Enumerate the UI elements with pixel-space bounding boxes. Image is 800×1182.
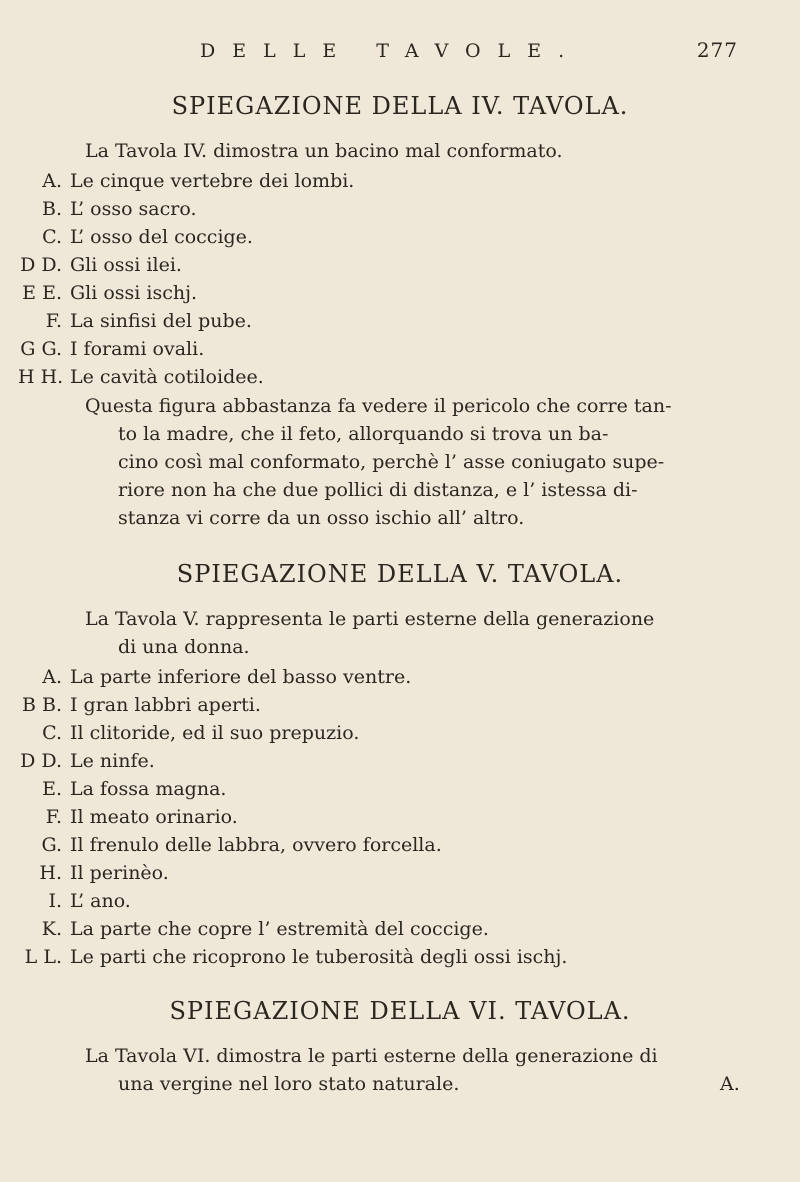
- legend-item: C. L’ osso del coccige.: [42, 226, 253, 248]
- legend-item: E. La fossa magna.: [42, 778, 227, 800]
- legend-item: E E. Gli ossi ischj.: [22, 282, 198, 304]
- intro-line: di una donna.: [118, 636, 250, 658]
- legend-item: D D. Le ninfe.: [20, 750, 155, 772]
- paragraph-line: riore non ha che due pollici di distanza, e l’ istessa di-: [118, 479, 638, 501]
- legend-item: C. Il clitoride, ed il suo prepuzio.: [42, 722, 360, 744]
- legend-item: I. L’ ano.: [48, 890, 131, 912]
- paragraph-line: stanza vi corre da un osso ischio all’ altro.: [118, 507, 525, 529]
- intro-line: La Tavola V. rappresenta le parti esterne della generazione: [85, 608, 655, 630]
- catchword: A.: [720, 1073, 740, 1095]
- page-number: 277: [696, 38, 738, 62]
- legend-item: B B. I gran labbri aperti.: [21, 694, 261, 716]
- legend-item: D D. Gli ossi ilei.: [20, 254, 182, 276]
- legend-item: L L. Le parti che ricoprono le tuberosità degli ossi ischj.: [24, 946, 568, 968]
- paragraph-line: Questa figura abbastanza fa vedere il pericolo che corre tan-: [85, 395, 672, 417]
- legend-item: K. La parte che copre l’ estremità del coccige.: [41, 918, 489, 940]
- running-head: DELLE TAVOLE.: [200, 40, 582, 62]
- section-title-v: SPIEGAZIONE DELLA V. TAVOLA.: [176, 560, 624, 588]
- legend-item: A. La parte inferiore del basso ventre.: [42, 666, 412, 688]
- legend-item: H. Il perinèo.: [39, 862, 169, 884]
- intro-line: La Tavola VI. dimostra le parti esterne della generazione di: [85, 1045, 658, 1067]
- legend-item: B. L’ osso sacro.: [41, 198, 197, 220]
- paragraph-line: cino così mal conformato, perchè l’ asse coniugato supe-: [118, 451, 665, 473]
- legend-item: G G. I forami ovali.: [20, 338, 205, 360]
- legend-item: A. Le cinque vertebre dei lombi.: [42, 170, 355, 192]
- legend-item: F. La sinfisi del pube.: [45, 310, 252, 332]
- paragraph-line: to la madre, che il feto, allorquando si trova un ba-: [118, 423, 609, 445]
- legend-item: F. Il meato orinario.: [45, 806, 238, 828]
- legend-item: H H. Le cavità cotiloidee.: [18, 366, 264, 388]
- intro-line: una vergine nel loro stato naturale.: [118, 1073, 460, 1095]
- legend-item: G. Il frenulo delle labbra, ovvero forcella.: [41, 834, 442, 856]
- section-title-iv: SPIEGAZIONE DELLA IV. TAVOLA.: [171, 92, 629, 120]
- section-title-vi: SPIEGAZIONE DELLA VI. TAVOLA.: [169, 997, 631, 1025]
- intro-line: La Tavola IV. dimostra un bacino mal conformato.: [85, 140, 563, 162]
